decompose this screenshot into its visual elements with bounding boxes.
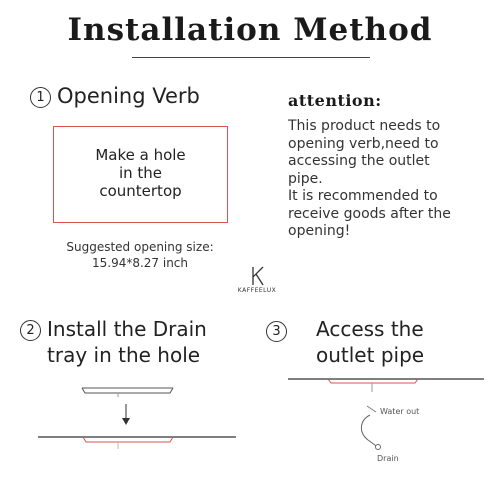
step1-number-circle: 1 <box>30 87 51 108</box>
attention-line: accessing the outlet <box>288 153 430 169</box>
step3-number-circle: 3 <box>266 321 287 342</box>
attention-line: receive goods after the <box>288 205 451 222</box>
water-out-pointer <box>367 406 376 412</box>
attention-line: It is recommended to <box>288 188 438 204</box>
suggested-size-label: Suggested opening size: <box>66 240 214 254</box>
attention-title: attention: <box>288 91 382 110</box>
step2-number-circle: 2 <box>20 320 41 341</box>
brand-name: KAFFEELUX <box>237 287 277 294</box>
step2-heading-line2: tray in the hole <box>47 343 201 367</box>
attention-line: opening! <box>288 223 351 239</box>
step2-heading-line1: Install the Drain <box>47 317 207 341</box>
drain-connector-icon <box>376 445 381 450</box>
water-out-label: Water out <box>380 407 420 416</box>
attention-line: opening verb,need to <box>288 135 439 152</box>
attention-line: pipe. <box>288 170 323 187</box>
page-title: Installation Method <box>67 12 433 48</box>
suggested-size-value: 15.94*8.27 inch <box>91 256 189 270</box>
drain-label: Drain <box>377 454 399 463</box>
countertop-hole-text: Make a hole in the countertop <box>95 146 186 200</box>
outlet-pipe <box>361 415 376 446</box>
step3-heading-line1: Access the <box>316 317 424 341</box>
step1-heading-text: Opening Verb <box>57 84 200 108</box>
attention-line: This product needs to <box>288 118 441 134</box>
step3-heading-line2: outlet pipe <box>316 343 425 367</box>
